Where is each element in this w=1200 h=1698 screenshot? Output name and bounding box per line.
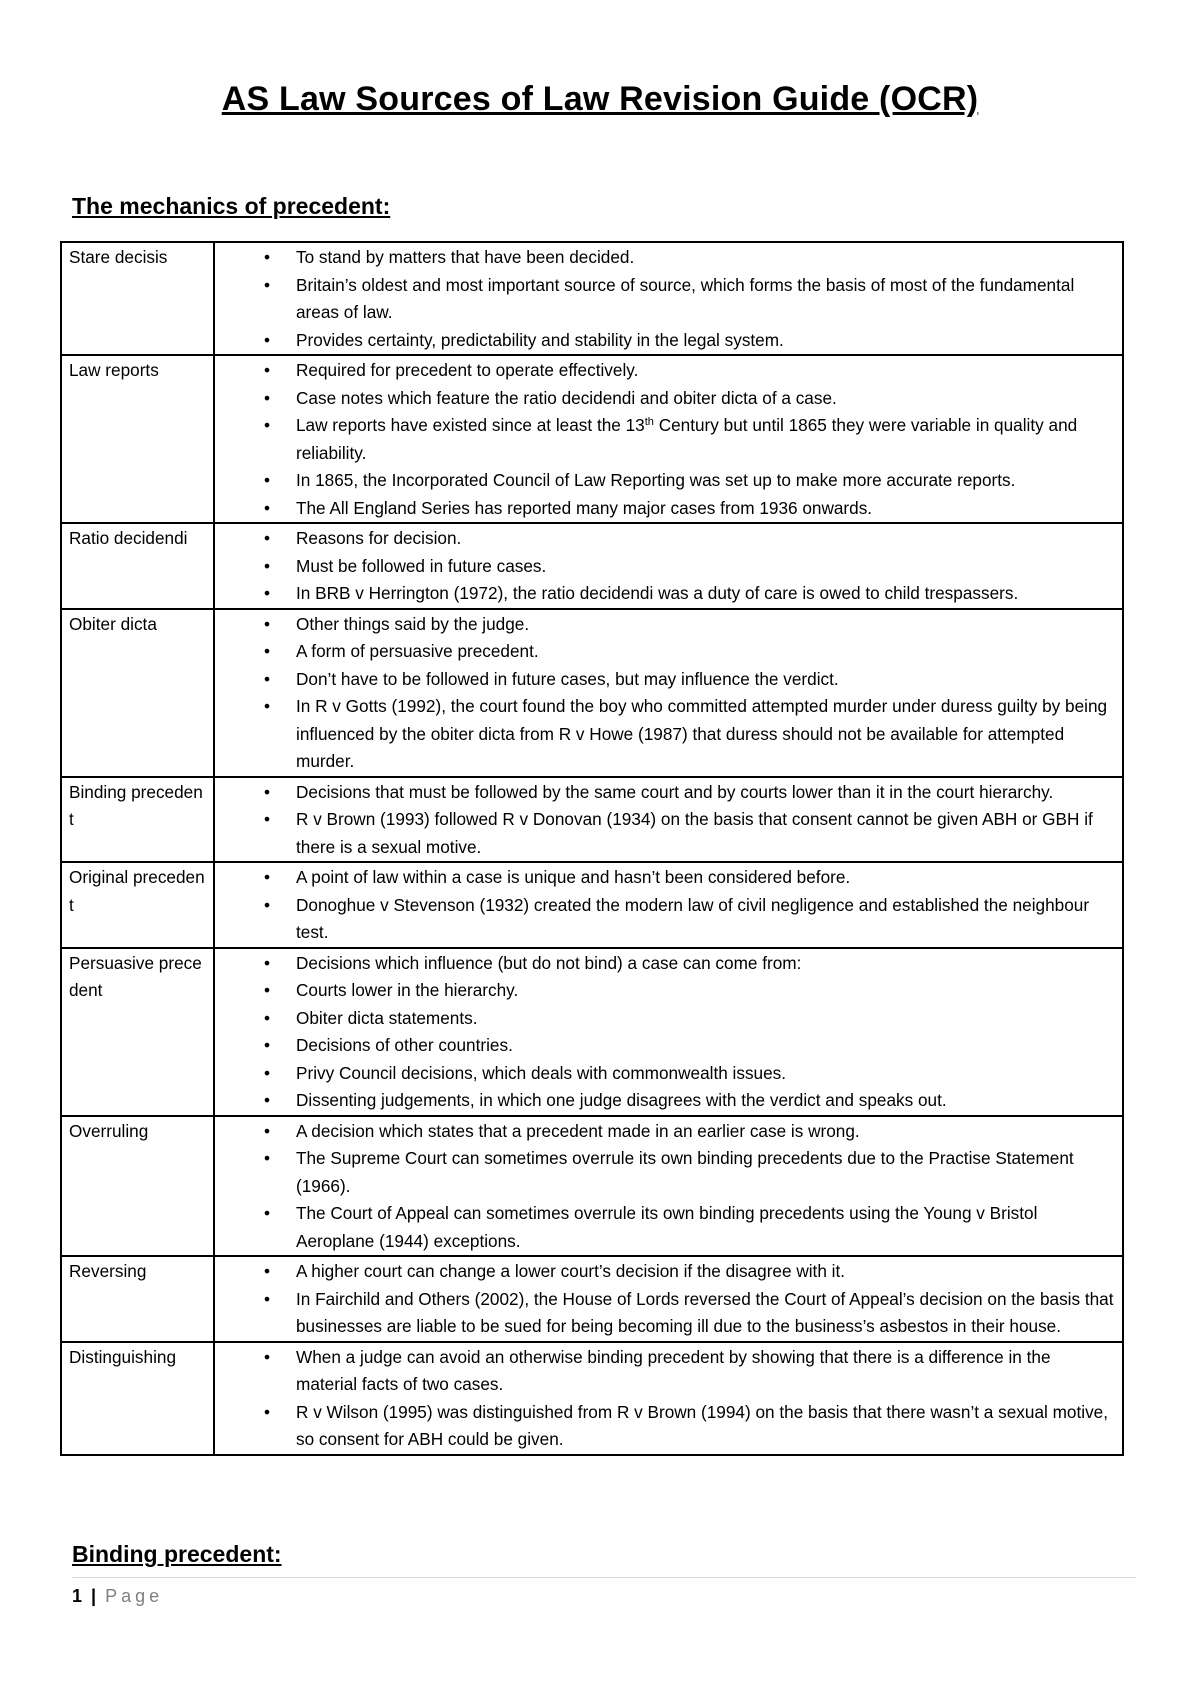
points-cell <box>214 355 1123 523</box>
bullet-text-continued: Century but until 1865 they were variable in quality and reliability. <box>296 415 1078 463</box>
bullet-point <box>215 1344 1114 1399</box>
bullet-list <box>215 244 1114 354</box>
bullet-list <box>215 1258 1114 1341</box>
term-cell <box>61 242 214 355</box>
bullet-text: In 1865, the Incorporated Council of Law Reporting was set up to make more accurate reports. <box>296 470 1016 490</box>
bullet-point <box>215 327 1114 355</box>
bullet-text: A decision which states that a precedent made in an earlier case is wrong. <box>296 1120 860 1141</box>
bullet-point <box>215 611 1114 639</box>
table-row <box>61 1342 1123 1455</box>
section-heading-mechanics: The mechanics of precedent: <box>72 193 391 219</box>
table-row <box>61 948 1123 1116</box>
term-label: Binding precedent <box>69 781 203 829</box>
bullet-text: In BRB v Herrington (1972), the ratio decidendi was a duty of care is owed to child trespassers. <box>296 583 1019 603</box>
bullet-point <box>215 1200 1114 1255</box>
term-label: Original precedent <box>69 867 205 915</box>
term-cell <box>61 777 214 863</box>
bullet-text: To stand by matters that have been decided. <box>296 247 635 267</box>
term-cell <box>61 609 214 777</box>
table-row <box>61 862 1123 948</box>
table-row <box>61 1116 1123 1257</box>
bullet-text: Decisions of other countries. <box>296 1035 513 1055</box>
points-cell <box>214 1256 1123 1342</box>
bullet-text: Reasons for decision. <box>296 528 462 548</box>
term-label: Ratio decidendi <box>69 528 188 548</box>
bullet-list <box>215 525 1114 608</box>
table-row <box>61 777 1123 863</box>
bullet-text: Donoghue v Stevenson (1932) created the modern law of civil negligence and established the neighbour test. <box>296 894 1090 942</box>
term-cell <box>61 948 214 1116</box>
bullet-point <box>215 1118 1114 1146</box>
term-label: Obiter dicta <box>69 613 157 634</box>
points-cell <box>214 1116 1123 1257</box>
bullet-point <box>215 864 1114 892</box>
term-cell <box>61 355 214 523</box>
points-cell <box>214 862 1123 948</box>
bullet-text: Courts lower in the hierarchy. <box>296 980 519 1000</box>
bullet-text: R v Brown (1993) followed R v Donovan (1934) on the basis that consent cannot be given ABH or GBH if there is a sexual motive. <box>296 809 1093 857</box>
table-row <box>61 242 1123 355</box>
points-cell <box>214 1342 1123 1455</box>
bullet-list <box>215 1118 1114 1256</box>
term-label: Stare decisis <box>69 247 168 267</box>
bullet-point <box>215 666 1114 694</box>
table-row <box>61 609 1123 777</box>
bullet-point <box>215 977 1114 1005</box>
page-number: 1 <box>72 1586 83 1606</box>
bullet-text: Required for precedent to operate effectively. <box>296 360 639 380</box>
points-cell <box>214 242 1123 355</box>
bullet-text: Decisions that must be followed by the same court and by courts lower than it in the court hierarchy. <box>296 781 1054 802</box>
bullet-text: The Court of Appeal can sometimes overrule its own binding precedents using the Young v Bristol Aeroplane (1944) exceptions. <box>296 1203 1038 1251</box>
bullet-text: The All England Series has reported many major cases from 1936 onwards. <box>296 497 873 518</box>
bullet-point <box>215 638 1114 666</box>
bullet-point <box>215 495 1114 523</box>
bullet-point <box>215 467 1114 495</box>
bullet-point <box>215 412 1114 467</box>
bullet-list <box>215 1344 1114 1454</box>
bullet-text: R v Wilson (1995) was distinguished from R v Brown (1994) on the basis that there wasn’t a sexual motive, so consent for ABH could be given. <box>296 1401 1109 1449</box>
bullet-text: Britain’s oldest and most important source of source, which forms the basis of most of the fundamental areas of law. <box>296 274 1075 322</box>
points-cell <box>214 609 1123 777</box>
ordinal-superscript: th <box>644 416 654 428</box>
points-cell <box>214 948 1123 1116</box>
bullet-point <box>215 357 1114 385</box>
term-cell <box>61 862 214 948</box>
bullet-point <box>215 1032 1114 1060</box>
bullet-point <box>215 1060 1114 1088</box>
bullet-point <box>215 1145 1114 1200</box>
bullet-text: Don’t have to be followed in future cases, but may influence the verdict. <box>296 668 839 689</box>
bullet-point <box>215 525 1114 553</box>
precedent-table <box>60 241 1124 1456</box>
term-cell <box>61 1256 214 1342</box>
bullet-point <box>215 272 1114 327</box>
bullet-text: A point of law within a case is unique and hasn’t been considered before. <box>296 867 851 887</box>
table-row <box>61 1256 1123 1342</box>
bullet-list <box>215 950 1114 1115</box>
table-row <box>61 355 1123 523</box>
bullet-text: In R v Gotts (1992), the court found the boy who committed attempted murder under duress guilty by being influenced by the obiter dicta from R v Howe (1987) that duress should not be available for attempted murder. <box>296 696 1108 771</box>
bullet-text: Case notes which feature the ratio decidendi and obiter dicta of a case. <box>296 387 837 408</box>
bullet-point <box>215 1286 1114 1341</box>
term-label: Overruling <box>69 1120 149 1141</box>
footer-divider <box>72 1577 1136 1578</box>
bullet-text: Other things said by the judge. <box>296 613 530 634</box>
term-cell <box>61 1342 214 1455</box>
term-label: Reversing <box>69 1261 147 1281</box>
table-row <box>61 523 1123 609</box>
bullet-point <box>215 806 1114 861</box>
bullet-list <box>215 779 1114 862</box>
bullet-point <box>215 1399 1114 1454</box>
points-cell <box>214 523 1123 609</box>
page-label: Page <box>105 1586 164 1606</box>
bullet-text: Law reports have existed since at least the 13 <box>296 415 645 435</box>
bullet-point <box>215 244 1114 272</box>
term-label: Persuasive precedent <box>69 952 202 1000</box>
bullet-point <box>215 553 1114 581</box>
bullet-text: Obiter dicta statements. <box>296 1007 478 1028</box>
bullet-text: The Supreme Court can sometimes overrule its own binding precedents due to the Practise Statement (1966). <box>296 1148 1074 1196</box>
bullet-point <box>215 1258 1114 1286</box>
bullet-text: Must be followed in future cases. <box>296 555 547 576</box>
bullet-list <box>215 611 1114 776</box>
bullet-text: Privy Council decisions, which deals with commonwealth issues. <box>296 1062 787 1083</box>
bullet-point <box>215 892 1114 947</box>
section-heading-binding: Binding precedent: <box>72 1541 282 1567</box>
bullet-list <box>215 864 1114 947</box>
bullet-point <box>215 779 1114 807</box>
bullet-text: In Fairchild and Others (2002), the House of Lords reversed the Court of Appeal’s decision on the basis that businesses are liable to be sued for being becoming ill due to the business’s asbestos in their house. <box>296 1288 1114 1336</box>
bullet-text: A form of persuasive precedent. <box>296 641 539 661</box>
term-cell <box>61 1116 214 1257</box>
bullet-point <box>215 1005 1114 1033</box>
bullet-list <box>215 357 1114 522</box>
page-footer <box>72 1586 163 1607</box>
term-cell <box>61 523 214 609</box>
term-label: Law reports <box>69 360 159 380</box>
document-title: AS Law Sources of Law Revision Guide (OCR) <box>221 80 979 118</box>
bullet-point <box>215 1087 1114 1115</box>
footer-separator: | <box>91 1586 97 1606</box>
term-label: Distinguishing <box>69 1346 177 1367</box>
bullet-text: Dissenting judgements, in which one judge disagrees with the verdict and speaks out. <box>296 1090 947 1110</box>
bullet-text: A higher court can change a lower court’s decision if the disagree with it. <box>296 1261 846 1281</box>
bullet-point <box>215 950 1114 978</box>
bullet-text: Decisions which influence (but do not bind) a case can come from: <box>296 952 802 973</box>
points-cell <box>214 777 1123 863</box>
bullet-point <box>215 693 1114 776</box>
bullet-point <box>215 385 1114 413</box>
bullet-text: When a judge can avoid an otherwise binding precedent by showing that there is a difference in the material facts of two cases. <box>296 1346 1051 1394</box>
bullet-point <box>215 580 1114 608</box>
bullet-text: Provides certainty, predictability and stability in the legal system. <box>296 329 784 350</box>
